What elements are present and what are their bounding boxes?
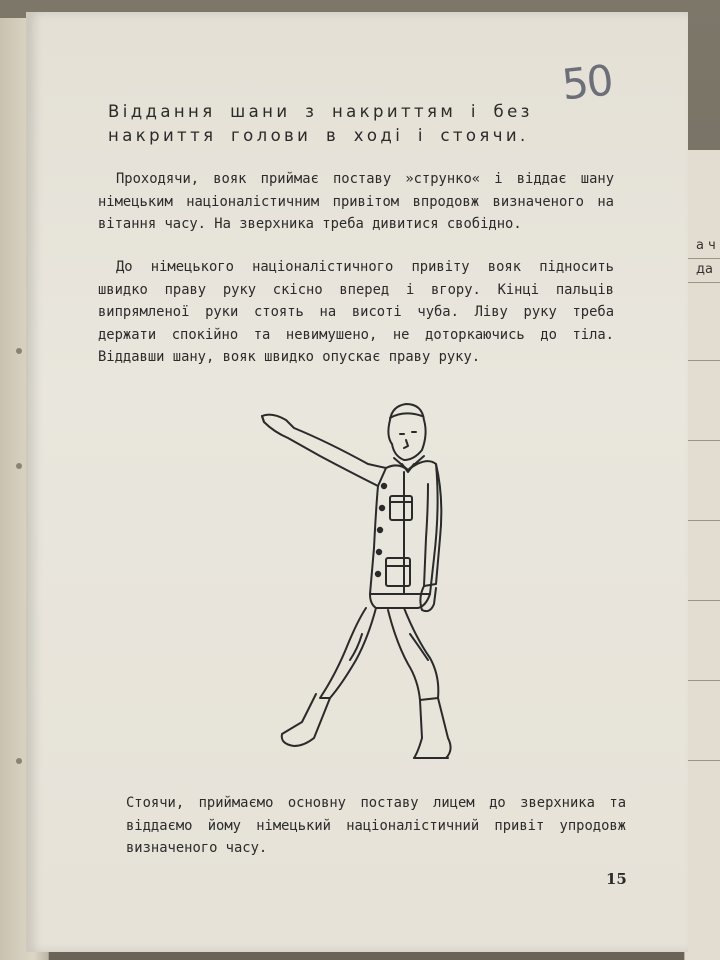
ruled-line [688,258,720,259]
figure-caption [126,792,626,860]
stitch-hole [16,758,22,764]
ruled-line [688,282,720,283]
ruled-line [688,680,720,681]
ruled-line [688,760,720,761]
adjacent-sheet-text: а ч [696,238,716,253]
pencil-page-number: 50 [559,55,614,110]
paragraph-1-text: Проходячи, вояк приймає поставу »струнко« і віддає шану німецьким націоналістичним привітом впродовж визначеного на вітання часу. На зверхника треба дивитися свобідно. [98,171,614,232]
adjacent-sheet-text: да [696,262,713,277]
paragraph-2-text: До німецького націоналістичного привіту вояк підносить швидко праву руку скісно вперед і вгору. Кінці пальців випрямленої руки стоять на висоті чуба. Ліву руку треба держати спокійно та невимушено, не доторкаючись до тіла. Віддавши шану, вояк швидко опускає праву руку. [98,259,614,365]
stitch-hole [16,463,22,469]
ruled-line [688,520,720,521]
figure-caption-text: Стоячи, приймаємо основну поставу лицем до зверхника та віддаємо йому німецький націоналістичний привіт упродовж визначеного часу. [126,795,626,856]
ruled-line [688,600,720,601]
saluting-soldier-illustration [258,398,468,768]
stitch-hole [16,348,22,354]
page-number: 15 [606,870,627,888]
ruled-line [688,440,720,441]
ruled-line [688,360,720,361]
paragraph-1 [98,168,614,236]
section-heading: Віддання шани з накриттям і без накриття голови в ході і стоячи. [108,102,533,145]
paragraph-2 [98,256,614,369]
